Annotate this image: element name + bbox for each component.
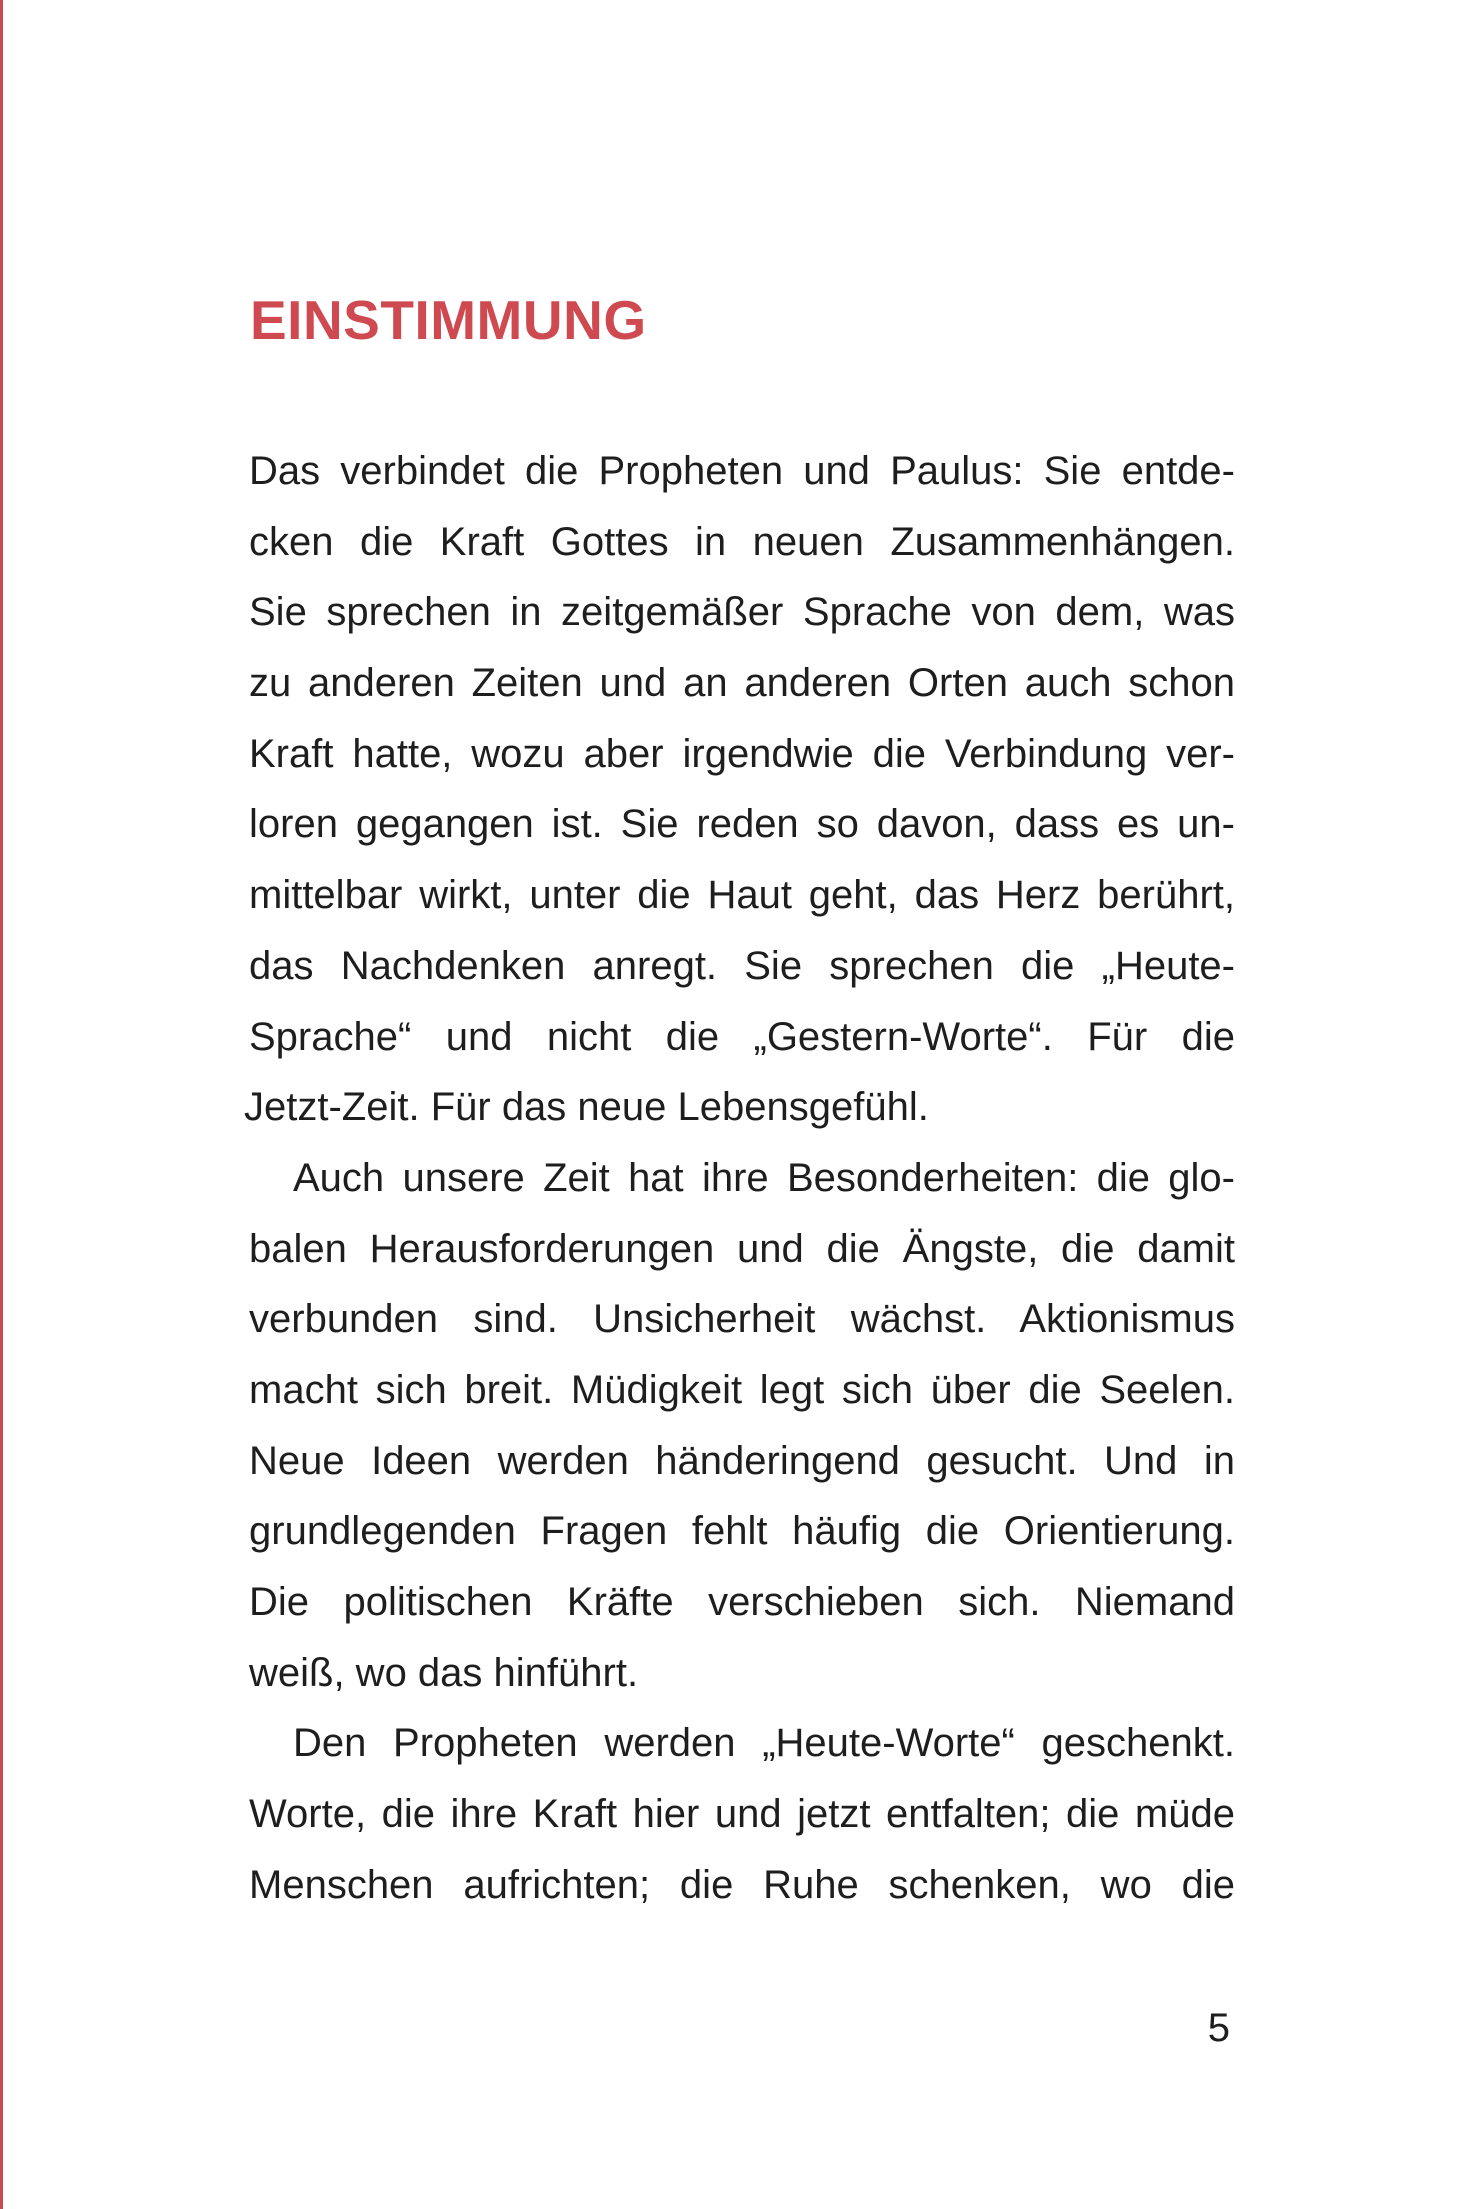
text-line: Jetzt-Zeit. Für das neue Lebensgefühl. [244, 1085, 929, 1130]
text-line: Das verbindet die Propheten und Paulus: Sie entde- [249, 449, 1235, 493]
text-line: Den Propheten werden „Heute-Worte“ geschenkt. [293, 1721, 1235, 1766]
text-line: verbunden sind. Unsicherheit wächst. Aktionismus [249, 1297, 1235, 1342]
text-line: Kraft hatte, wozu aber irgendwie die Verbindung ver- [249, 731, 1235, 776]
body-text [244, 436, 1235, 1920]
text-line: Auch unsere Zeit hat ihre Besonderheiten: die glo- [293, 1155, 1235, 1200]
text-line: das Nachdenken anregt. Sie sprechen die „Heute- [249, 943, 1235, 988]
text-line: Menschen aufrichten; die Ruhe schenken, wo die [249, 1862, 1235, 1907]
text-line: balen Herausforderungen und die Ängste, die damit [249, 1226, 1235, 1271]
text-line: Die politischen Kräfte verschieben sich. Niemand [249, 1580, 1235, 1624]
text-line: loren gegangen ist. Sie reden so davon, dass es un- [249, 802, 1235, 847]
text-line: zu anderen Zeiten und an anderen Orten auch schon [249, 661, 1235, 706]
text-line: cken die Kraft Gottes in neuen Zusammenhängen. [249, 519, 1235, 564]
page-number: 5 [1207, 2006, 1230, 2050]
chapter-heading: EINSTIMMUNG [250, 289, 647, 351]
page-edge-line [0, 0, 3, 2209]
text-line: Neue Ideen werden händeringend gesucht. Und in [249, 1438, 1235, 1483]
text-line: weiß, wo das hinführt. [249, 1650, 639, 1695]
text-line: mittelbar wirkt, unter die Haut geht, das Herz berührt, [249, 873, 1235, 918]
text-line: Sie sprechen in zeitgemäßer Sprache von dem, was [249, 590, 1235, 635]
text-line: Sprache“ und nicht die „Gestern-Worte“. Für die [249, 1014, 1235, 1059]
text-line: grundlegenden Fragen fehlt häufig die Orientierung. [249, 1509, 1235, 1554]
text-line: Worte, die ihre Kraft hier und jetzt entfalten; die müde [249, 1792, 1235, 1837]
text-line: macht sich breit. Müdigkeit legt sich über die Seelen. [249, 1367, 1235, 1412]
